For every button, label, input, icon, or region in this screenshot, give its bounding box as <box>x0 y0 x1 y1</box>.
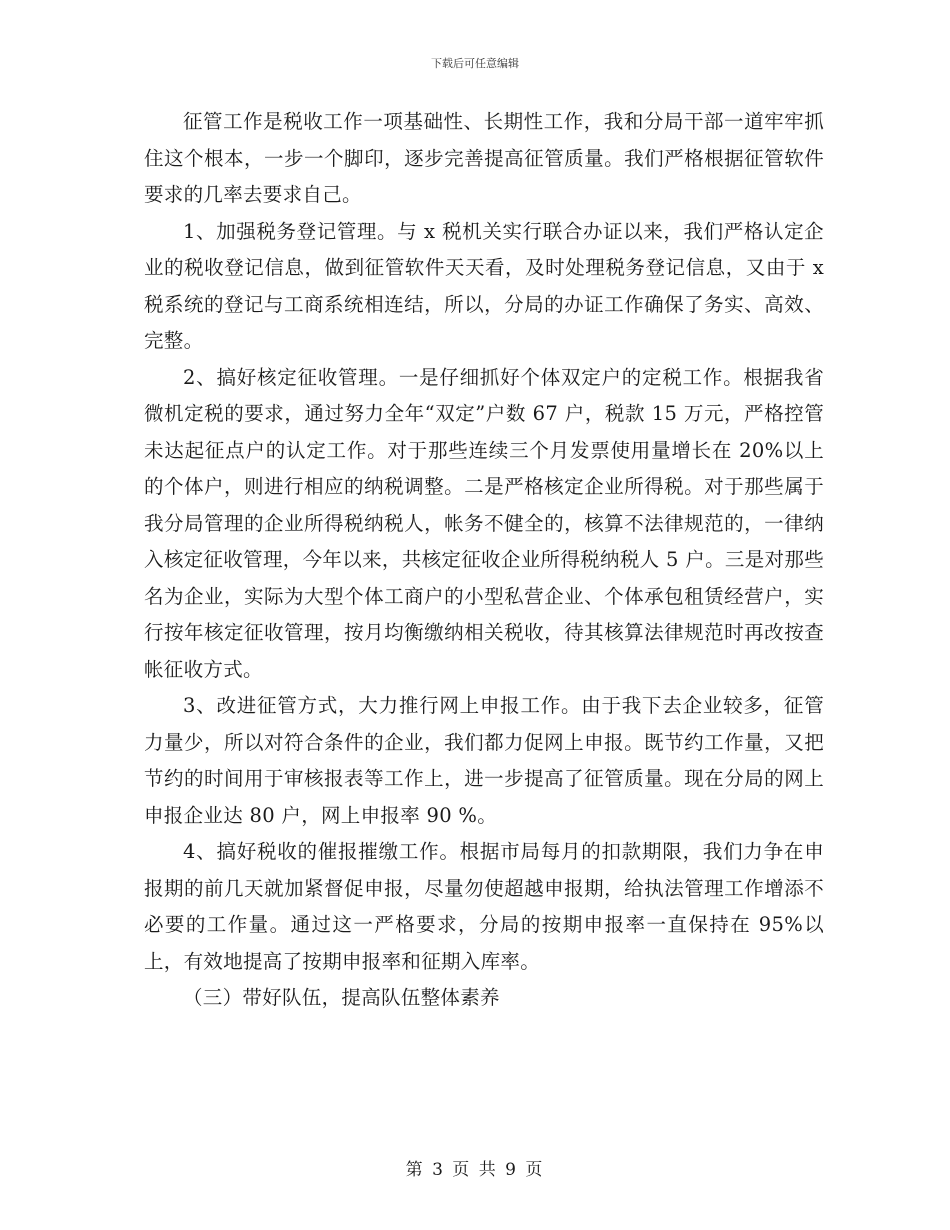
page-footer: 第 3 页 共 9 页 <box>405 1160 545 1180</box>
paragraph-collection: 4、搞好税收的催报摧缴工作。根据市局每月的扣款期限，我们力争在申报期的前几天就加紧督促申报，尽量勿使超越申报期，给执法管理工作增添不必要的工作量。通过这一严格要求，分局的按期申报率一直保持在 95%以上，有效地提高了按期申报率和征期入库率。 <box>144 840 824 973</box>
page-header: 下载后可任意编辑 <box>431 57 519 70</box>
document-body <box>144 104 824 1017</box>
paragraph-online-filing: 3、改进征管方式，大力推行网上申报工作。由于我下去企业较多，征管力量少，所以对符合条件的企业，我们都力促网上申报。既节约工作量，又把节约的时间用于审核报表等工作上，进一步提高了征管质量。现在分局的网上申报企业达 80 户，网上申报率 90 %。 <box>144 694 824 827</box>
paragraph-assessment: 2、搞好核定征收管理。一是仔细抓好个体双定户的定税工作。根据我省微机定税的要求，通过努力全年“双定”户数 67 户，税款 15 万元，严格控管未达起征点户的认定工作。对于那些连续三个月发票使用量增长在 20%以上的个体户，则进行相应的纳税调整。二是严格核定企业所得税。对于那些属于我分局管理的企业所得税纳税人，帐务不健全的，核算不法律规范的，一律纳入核定征收管理，今年以来，共核定征收企业所得税纳税人 5 户。三是对那些名为企业，实际为大型个体工商户的小型私营企业、个体承包租赁经营户，实行按年核定征收管理，按月均衡缴纳相关税收，待其核算法律规范时再改按查帐征收方式。 <box>144 365 824 681</box>
paragraph-intro: 征管工作是税收工作一项基础性、长期性工作，我和分局干部一道牢牢抓住这个根本，一步一个脚印，逐步完善提高征管质量。我们严格根据征管软件要求的几率去要求自己。 <box>144 110 824 206</box>
section-heading: （三）带好队伍，提高队伍整体素养 <box>183 986 500 1009</box>
paragraph-registration: 1、加强税务登记管理。与 x 税机关实行联合办证以来，我们严格认定企业的税收登记信息，做到征管软件天天看，及时处理税务登记信息，又由于 x 税系统的登记与工商系统相连结，所以，分局的办证工作确保了务实、高效、完整。 <box>144 219 824 352</box>
